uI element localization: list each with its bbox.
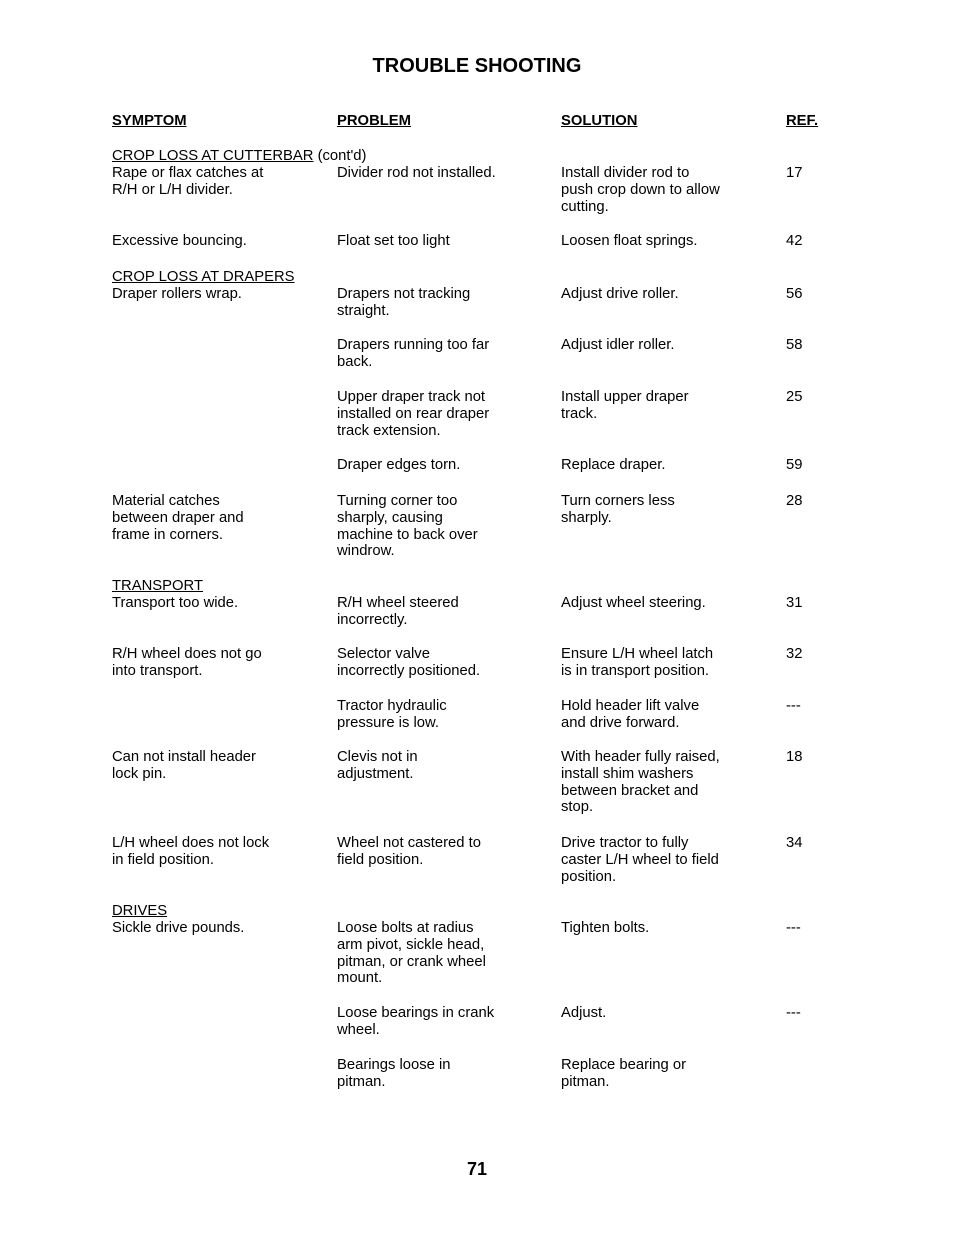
cell-problem: Bearings loose in pitman. xyxy=(337,1057,451,1090)
cell-ref: 25 xyxy=(786,389,803,405)
section-suffix: (cont'd) xyxy=(313,148,367,164)
cell-symptom: Material catches between draper and frame in corners. xyxy=(112,493,244,543)
cell-ref: 17 xyxy=(786,165,803,181)
section-title: CROP LOSS AT CUTTERBAR xyxy=(112,148,314,164)
cell-ref: 28 xyxy=(786,493,803,509)
header-problem: PROBLEM xyxy=(337,113,411,129)
cell-symptom: Rape or flax catches at R/H or L/H divider. xyxy=(112,165,264,198)
cell-problem: Divider rod not installed. xyxy=(337,165,496,181)
cell-solution: Replace draper. xyxy=(561,457,666,473)
cell-problem: Wheel not castered to field position. xyxy=(337,835,481,868)
cell-solution: Hold header lift valve and drive forward. xyxy=(561,698,700,731)
cell-symptom: Can not install header lock pin. xyxy=(112,749,256,782)
cell-problem: Loose bolts at radius arm pivot, sickle head, pitman, or crank wheel mount. xyxy=(337,920,486,987)
cell-ref: 31 xyxy=(786,595,803,611)
cell-problem: Tractor hydraulic pressure is low. xyxy=(337,698,447,731)
page-number: 71 xyxy=(466,1159,488,1179)
cell-ref: 56 xyxy=(786,286,803,302)
cell-ref: 18 xyxy=(786,749,803,765)
cell-symptom: Excessive bouncing. xyxy=(112,233,247,249)
cell-symptom: Sickle drive pounds. xyxy=(112,920,245,936)
section-heading-cutterbar xyxy=(112,148,512,165)
cell-problem: Drapers running too far back. xyxy=(337,337,490,370)
page-title: TROUBLE SHOOTING xyxy=(372,55,582,77)
cell-solution: Adjust wheel steering. xyxy=(561,595,706,611)
section-heading-drapers: CROP LOSS AT DRAPERS xyxy=(112,269,295,285)
cell-problem: Drapers not tracking straight. xyxy=(337,286,471,319)
cell-solution: Adjust idler roller. xyxy=(561,337,675,353)
cell-problem: Upper draper track not installed on rear draper track extension. xyxy=(337,389,490,439)
cell-problem: Float set too light xyxy=(337,233,450,249)
cell-ref: 34 xyxy=(786,835,803,851)
cell-solution: Install divider rod to push crop down to allow cutting. xyxy=(561,165,720,215)
cell-symptom: L/H wheel does not lock in field position. xyxy=(112,835,270,868)
cell-ref: --- xyxy=(786,920,801,936)
cell-solution: With header fully raised, install shim washers between bracket and stop. xyxy=(561,749,720,816)
cell-solution: Turn corners less sharply. xyxy=(561,493,675,526)
header-ref: REF. xyxy=(786,113,819,129)
cell-symptom: Transport too wide. xyxy=(112,595,239,611)
cell-problem: R/H wheel steered incorrectly. xyxy=(337,595,459,628)
cell-solution: Adjust. xyxy=(561,1005,607,1021)
cell-solution: Tighten bolts. xyxy=(561,920,650,936)
cell-solution: Replace bearing or pitman. xyxy=(561,1057,687,1090)
header-symptom: SYMPTOM xyxy=(112,113,187,129)
cell-solution: Adjust drive roller. xyxy=(561,286,679,302)
cell-symptom: Draper rollers wrap. xyxy=(112,286,242,302)
section-heading-drives: DRIVES xyxy=(112,903,168,919)
section-heading-transport: TRANSPORT xyxy=(112,578,203,594)
cell-ref: 59 xyxy=(786,457,803,473)
cell-problem: Clevis not in adjustment. xyxy=(337,749,418,782)
cell-problem: Turning corner too sharply, causing machine to back over windrow. xyxy=(337,493,478,560)
cell-solution: Ensure L/H wheel latch is in transport position. xyxy=(561,646,714,679)
cell-ref: 42 xyxy=(786,233,803,249)
cell-solution: Drive tractor to fully caster L/H wheel to field position. xyxy=(561,835,719,885)
cell-solution: Install upper draper track. xyxy=(561,389,689,422)
cell-symptom: R/H wheel does not go into transport. xyxy=(112,646,262,679)
cell-ref: --- xyxy=(786,698,801,714)
cell-ref: 58 xyxy=(786,337,803,353)
cell-problem: Draper edges torn. xyxy=(337,457,461,473)
header-solution: SOLUTION xyxy=(561,113,638,129)
cell-problem: Loose bearings in crank wheel. xyxy=(337,1005,495,1038)
cell-ref: 32 xyxy=(786,646,803,662)
cell-problem: Selector valve incorrectly positioned. xyxy=(337,646,481,679)
cell-solution: Loosen float springs. xyxy=(561,233,698,249)
cell-ref: --- xyxy=(786,1005,801,1021)
